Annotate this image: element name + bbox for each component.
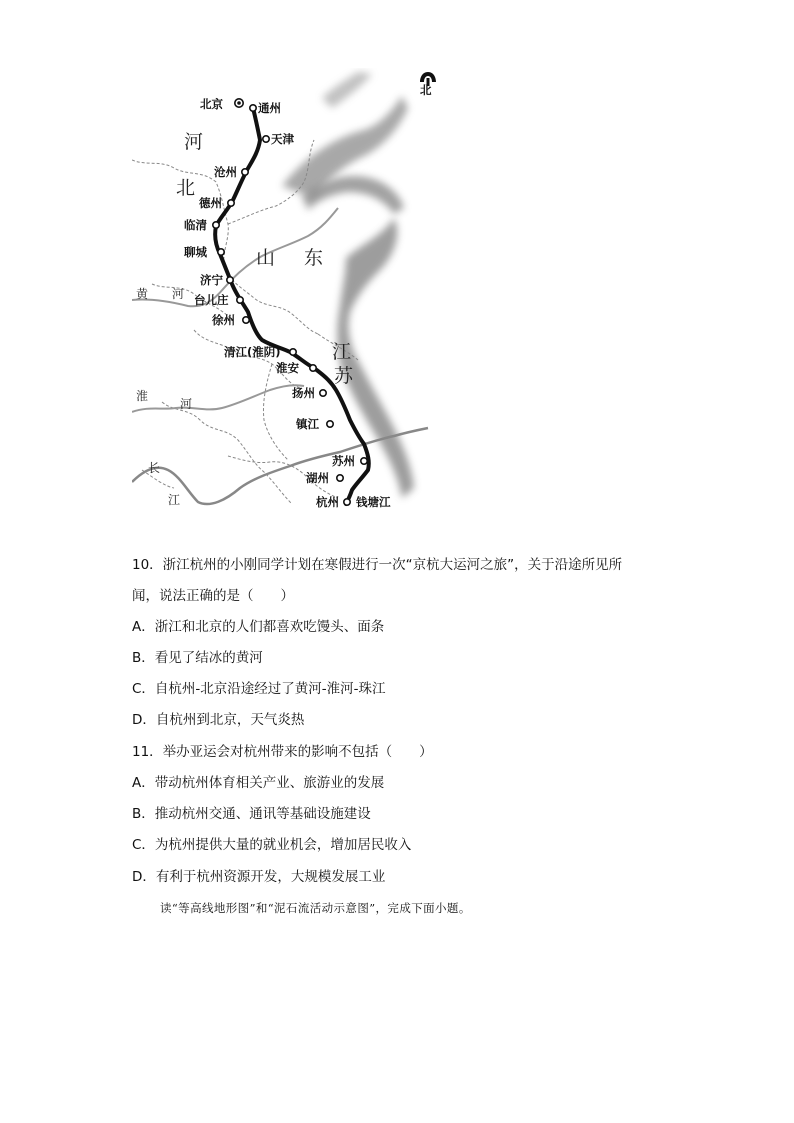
river-label: 河 [180, 397, 193, 411]
city-label: 徐州 [212, 313, 235, 327]
city-label: 杭州 [316, 495, 339, 509]
river-label: 河 [172, 287, 185, 301]
river-label: 长 [148, 461, 161, 475]
question-10-stem-line1: 10．浙江杭州的小刚同学计划在寒假进行一次“京杭大运河之旅”，关于沿途所见所 [132, 557, 623, 573]
region-label: 北 [176, 177, 196, 199]
city-label: 钱塘江 [356, 495, 391, 509]
north-label: 北 [420, 83, 432, 97]
city-label: 台儿庄 [194, 293, 229, 307]
question-10-option-d: D．自杭州到北京，天气炎热 [132, 712, 305, 728]
sea-shading [282, 72, 414, 498]
river-label: 淮 [136, 389, 149, 403]
region-label: 江 [332, 341, 352, 363]
river-label: 黄 [136, 287, 149, 301]
question-11-option-d: D．有利于杭州资源开发，大规模发展工业 [132, 869, 386, 885]
region-label: 苏 [334, 365, 354, 387]
city-label: 通州 [258, 101, 281, 115]
city-label: 临清 [184, 218, 207, 232]
city-label: 聊城 [184, 245, 207, 259]
huai-river [132, 385, 304, 412]
question-10-option-b: B．看见了结冰的黄河 [132, 650, 263, 666]
city-label: 沧州 [214, 165, 237, 179]
question-10-option-c: C．自杭州-北京沿途经过了黄河-淮河-珠江 [132, 681, 386, 697]
city-label: 扬州 [292, 386, 315, 400]
city-label: 天津 [271, 132, 294, 146]
region-label: 山 [256, 247, 276, 269]
region-label: 河 [184, 131, 204, 153]
city-label: 湖州 [306, 471, 329, 485]
question-11-option-c: C．为杭州提供大量的就业机会，增加居民收入 [132, 837, 412, 853]
question-11-option-a: A．带动杭州体育相关产业、旅游业的发展 [132, 775, 385, 791]
city-label: 清江(淮阴) [224, 345, 281, 359]
city-label: 镇江 [296, 417, 319, 431]
city-label: 济宁 [200, 273, 223, 287]
city-label: 德州 [199, 196, 222, 210]
capital-icon [235, 99, 243, 107]
question-10-option-a: A．浙江和北京的人们都喜欢吃馒头、面条 [132, 619, 385, 635]
city-label: 北京 [200, 97, 223, 111]
city-label: 苏州 [332, 454, 355, 468]
reading-instruction: 读“等高线地形图”和“泥石流活动示意图”，完成下面小题。 [160, 901, 471, 915]
region-label: 东 [304, 247, 324, 269]
question-11-option-b: B．推动杭州交通、通讯等基础设施建设 [132, 806, 371, 822]
question-11-stem: 11．举办亚运会对杭州带来的影响不包括（ ） [132, 744, 433, 760]
river-label: 江 [168, 493, 181, 507]
grand-canal-map [132, 68, 440, 512]
city-label: 淮安 [276, 361, 299, 375]
question-10-stem-line2: 闻，说法正确的是（ ） [132, 588, 294, 604]
